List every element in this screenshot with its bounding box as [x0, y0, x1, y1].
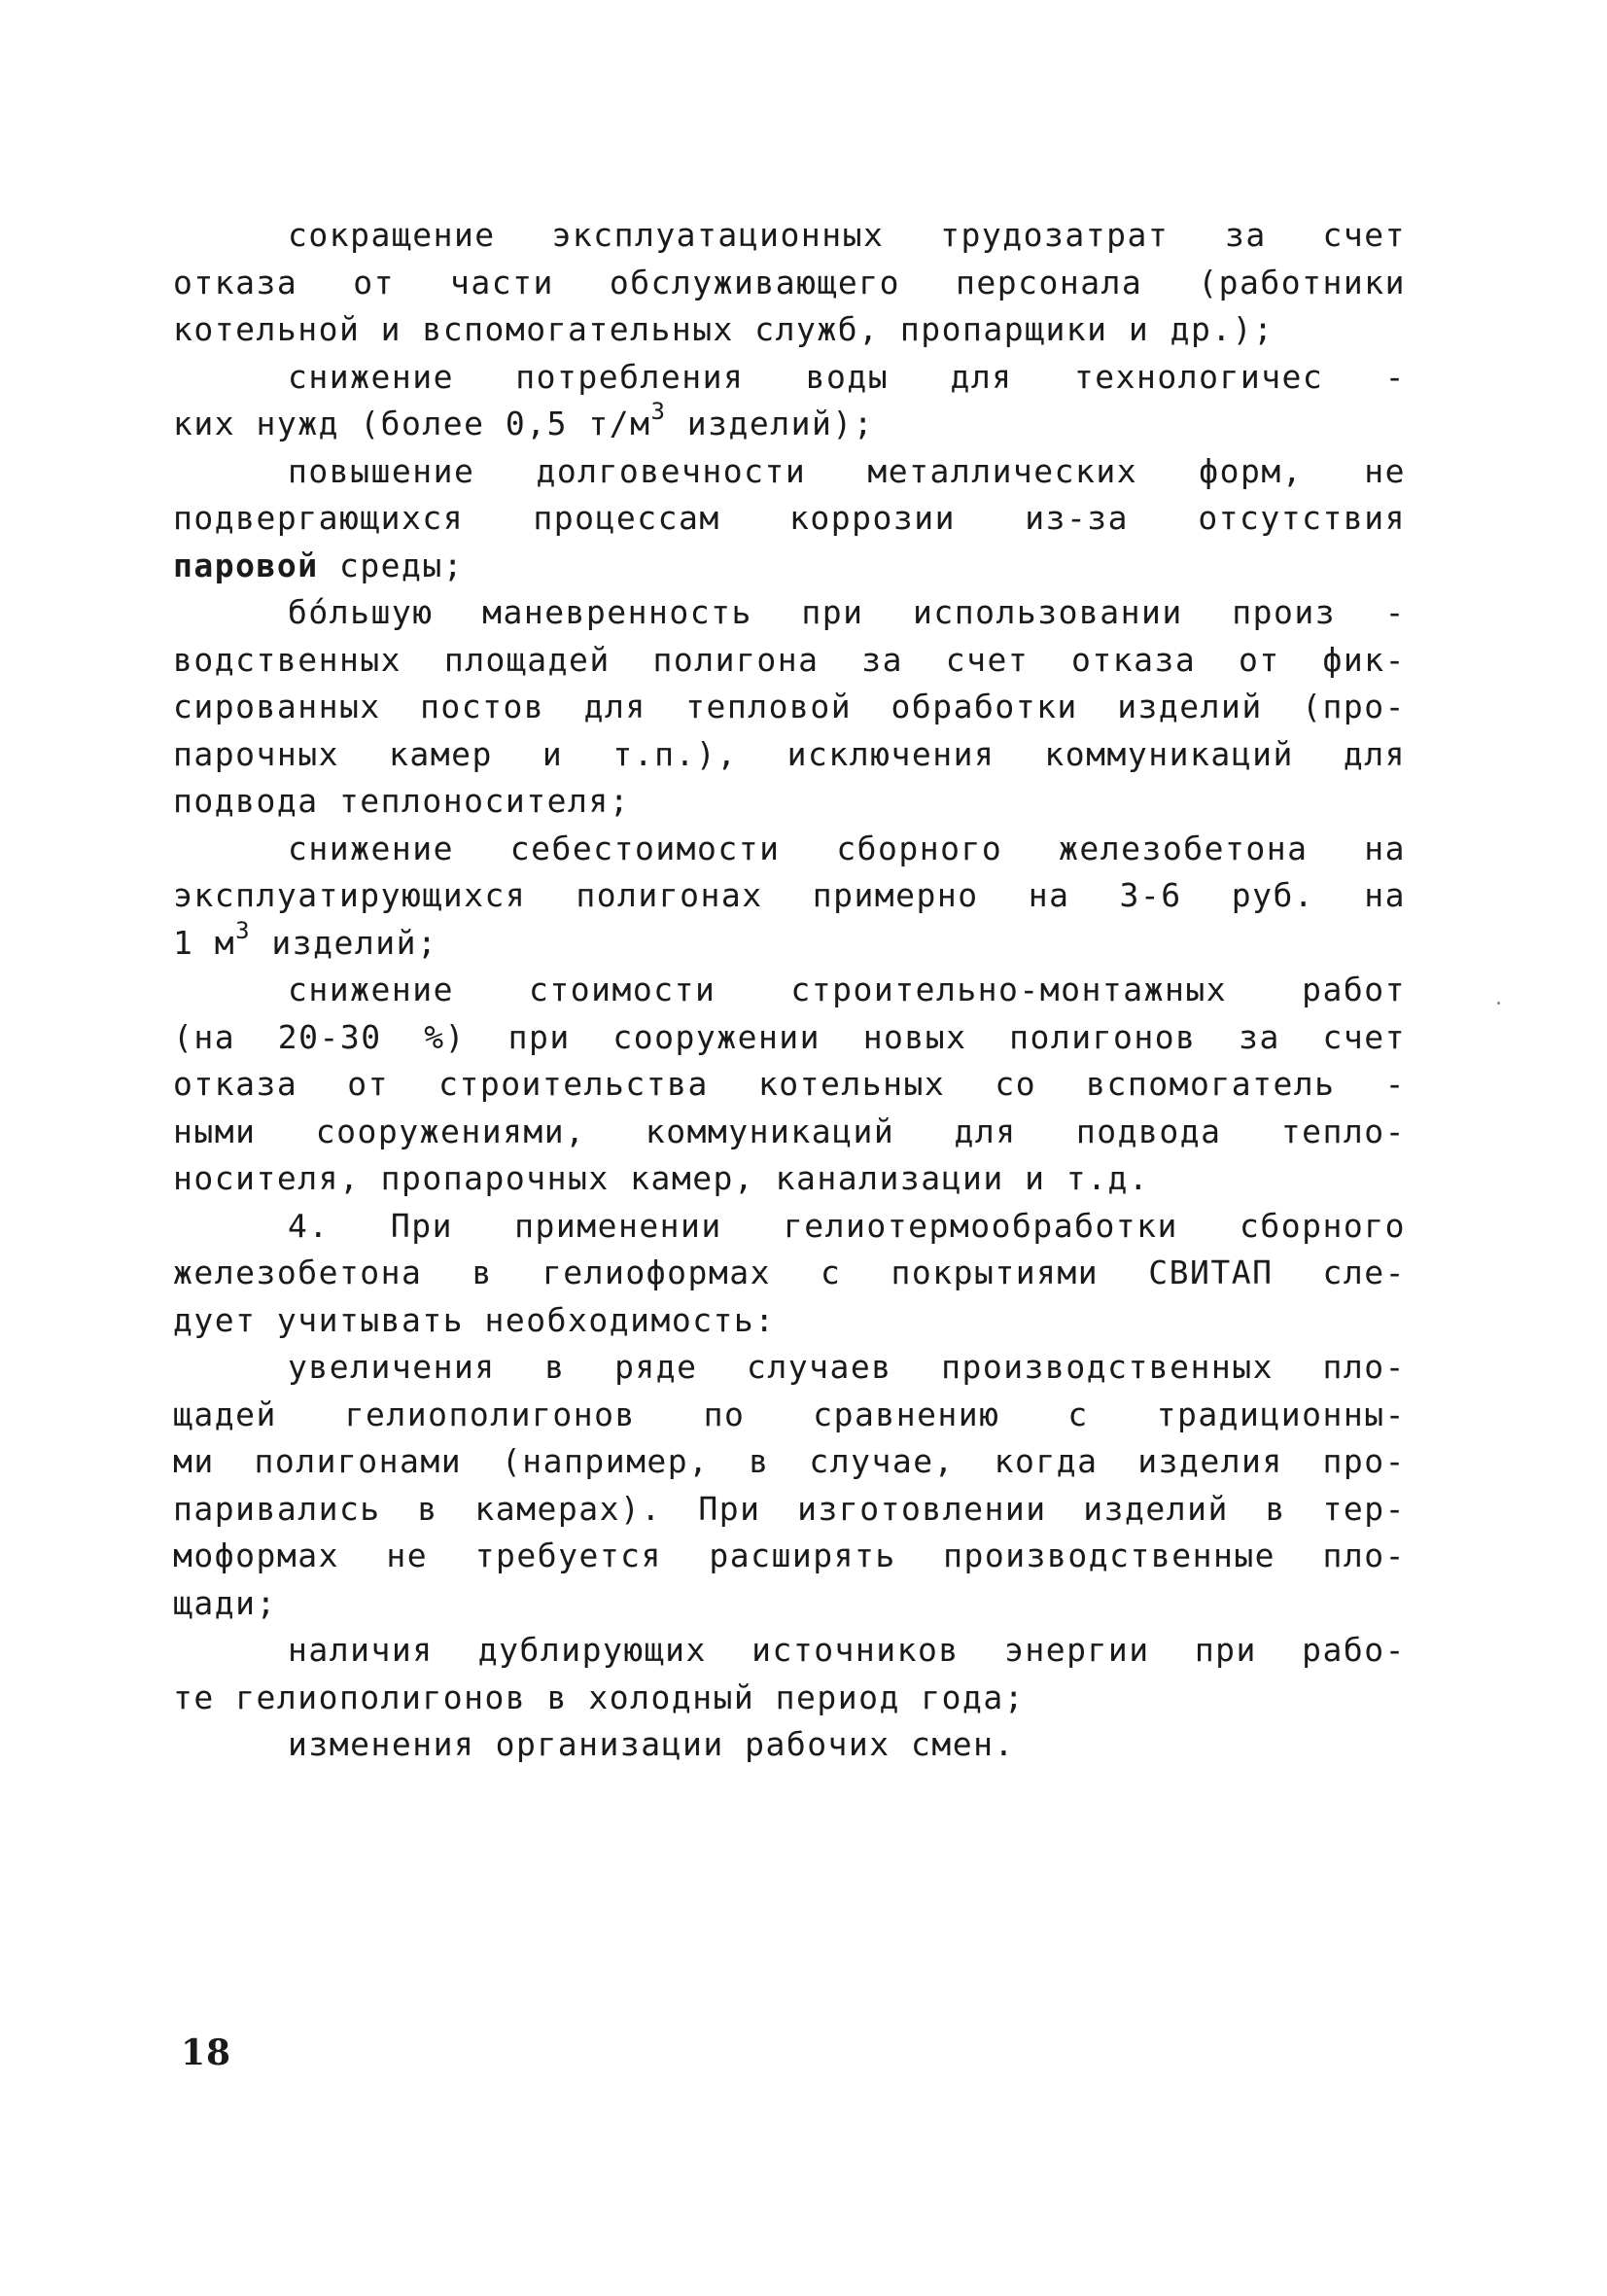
text-line: водственных площадей полигона за счет отказа от фик- [173, 640, 1406, 679]
text-line: снижение себестоимости сборного железобетона на [288, 829, 1406, 867]
text-span: изделий); [666, 405, 875, 442]
text-span: ких нужд (более 0,5 т/м [173, 405, 651, 442]
text-span: изделий; [251, 923, 438, 962]
text-span: среды; [318, 546, 465, 584]
text-line: (на 20-30 %) при сооружении новых полигонов за счет [173, 1017, 1406, 1056]
text-line: эксплуатирующихся полигонах примерно на 3-6 руб. на [173, 876, 1406, 914]
text-span: 1 м [173, 923, 236, 962]
text-line: сокращение эксплуатационных трудозатрат за счет [288, 216, 1406, 254]
text-line [173, 401, 1406, 448]
text-line: паривались в камерах). При изготовлении изделий в тер- [173, 1489, 1406, 1528]
text-line: моформах не требуется расширять производственные пло- [173, 1537, 1406, 1574]
text-line: снижение потребления воды для технологичес - [288, 357, 1406, 396]
scan-speck [1497, 1002, 1500, 1005]
page-number: 18 [181, 2032, 232, 2073]
text-line: сированных постов для тепловой обработки изделий (про- [173, 688, 1406, 725]
text-line: парочных камер и т.п.), исключения коммуникаций для [173, 734, 1406, 773]
bold-word: паровой [173, 546, 319, 584]
text-line: подвергающихся процессам коррозии из-за отсутствия [173, 499, 1406, 537]
text-line: подвода теплоносителя; [173, 782, 631, 820]
text-line [173, 920, 1406, 968]
text-line: щади; [173, 1583, 277, 1622]
superscript: 3 [650, 401, 667, 425]
text-line: ми полигонами (например, в случае, когда изделия про- [173, 1442, 1406, 1480]
text-line: 4. При применении гелиотермообработки сборного [288, 1206, 1406, 1245]
text-line: котельной и вспомогательных служб, пропарщики и др.); [173, 310, 1275, 348]
text-line [173, 543, 1406, 590]
superscript: 3 [235, 919, 252, 944]
text-line: те гелиополигонов в холодный период года; [173, 1678, 1026, 1716]
text-line: бóльшую маневренность при использовании произ - [288, 593, 1406, 631]
text-line: изменения организации рабочих смен. [288, 1725, 1015, 1763]
text-line: железобетона в гелиоформах с покрытиями СВИТАП сле- [173, 1254, 1406, 1291]
text-line: наличия дублирующих источников энергии при рабо- [288, 1631, 1406, 1669]
body-text [173, 212, 1406, 1769]
text-line: отказа от строительства котельных со вспомогатель - [173, 1065, 1406, 1103]
text-line: увеличения в ряде случаев производственных пло- [288, 1348, 1406, 1386]
text-line: отказа от части обслуживающего персонала (работники [173, 263, 1406, 301]
text-line: щадей гелиополигонов по сравнению с традиционны- [173, 1395, 1406, 1433]
text-line: дует учитывать необходимость: [173, 1300, 776, 1339]
text-line: ными сооружениями, коммуникаций для подвода тепло- [173, 1112, 1406, 1150]
text-line: снижение стоимости строительно-монтажных работ [288, 971, 1406, 1008]
text-line: носителя, пропарочных камер, канализации и т.д. [173, 1159, 1150, 1197]
text-line: повышение долговечности металлических форм, не [288, 451, 1406, 490]
